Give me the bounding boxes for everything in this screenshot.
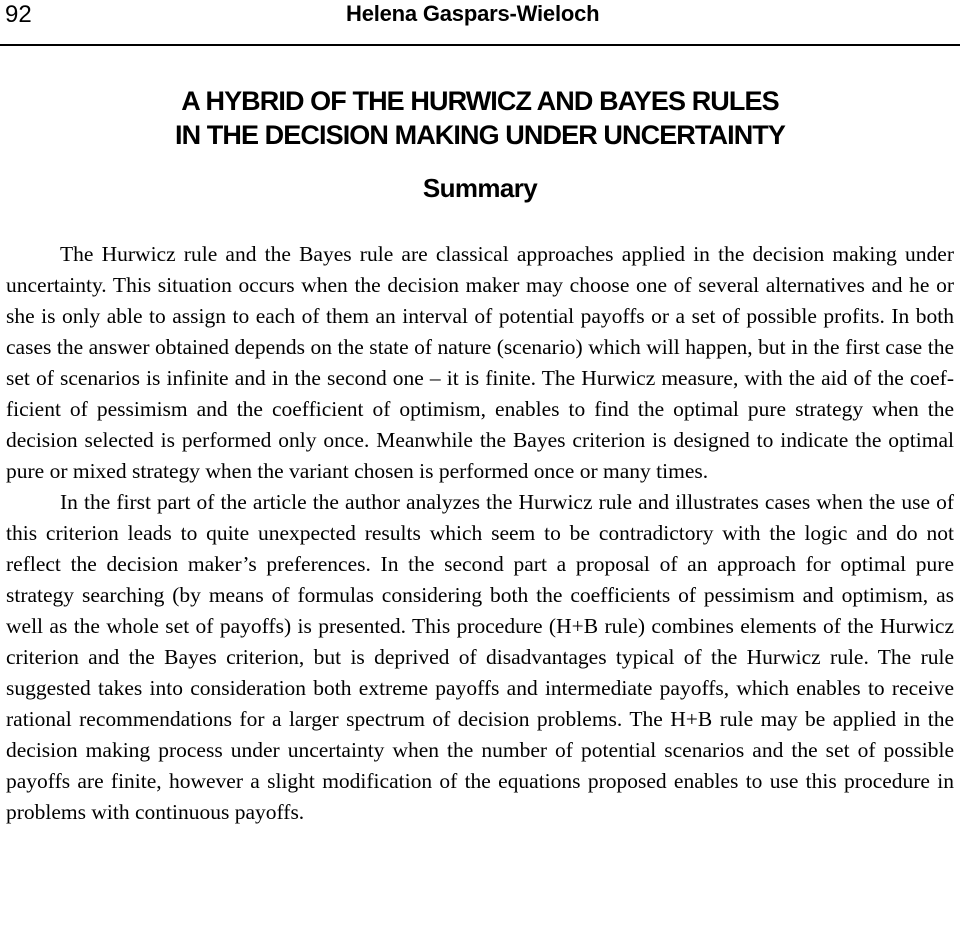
summary-body (6, 239, 954, 828)
page-number: 92 (5, 1, 32, 28)
summary-paragraph-2: In the first part of the article the author analyzes the Hurwicz rule and illustrates cases when the use of this criterion leads to quite unexpected results which seem to be contradictory with the logic and do not reflect the decision maker’s preferences. In the second part a proposal of an approach for optimal pure strategy searching (by means of formulas considering both the coefficients of pessimism and optimism, as well as the whole set of payoffs) is presented. This procedure (H+B rule) combines elements of the Hurwicz criterion and the Bayes criterion, but is deprived of disadvantages typical of the Hurwicz rule. The rule suggested takes into consideration both extreme payoffs and intermediate payoffs, which enables to receive rational recommendations for a larger spectrum of decision problems. The H+B rule may be applied in the decision making process under uncertainty when the number of potential scenarios and the set of possible payoffs are finite, however a slight modification of the equations proposed enables to use this procedure in problems with continuous payoffs. (6, 490, 954, 824)
article-title-line-1: A HYBRID OF THE HURWICZ AND BAYES RULES (181, 86, 779, 116)
article-title (0, 84, 960, 152)
running-header (0, 0, 960, 46)
summary-paragraph-1: The Hurwicz rule and the Bayes rule are classical approaches applied in the decision making under uncertainty. This situation occurs when the decision maker may choose one of several alternatives and he or she is only able to assign to each of them an interval of potential payoffs or a set of possible profits. In both cases the answer obtained depends on the state of nature (scenario) which will happen, but in the first case the set of scenarios is infinite and in the second one – it is finite. The Hurwicz measure, with the aid of the coefficient of pessimism and the coefficient of optimism, enables to find the optimal pure strategy when the decision selected is performed only once. Meanwhile the Bayes criterion is designed to indicate the optimal pure or mixed strategy when the variant chosen is performed once or many times. (6, 242, 954, 483)
article-title-line-2: IN THE DECISION MAKING UNDER UNCERTAINTY (174, 120, 785, 150)
running-author: Helena Gaspars-Wieloch (346, 1, 600, 26)
summary-heading: Summary (422, 173, 538, 203)
